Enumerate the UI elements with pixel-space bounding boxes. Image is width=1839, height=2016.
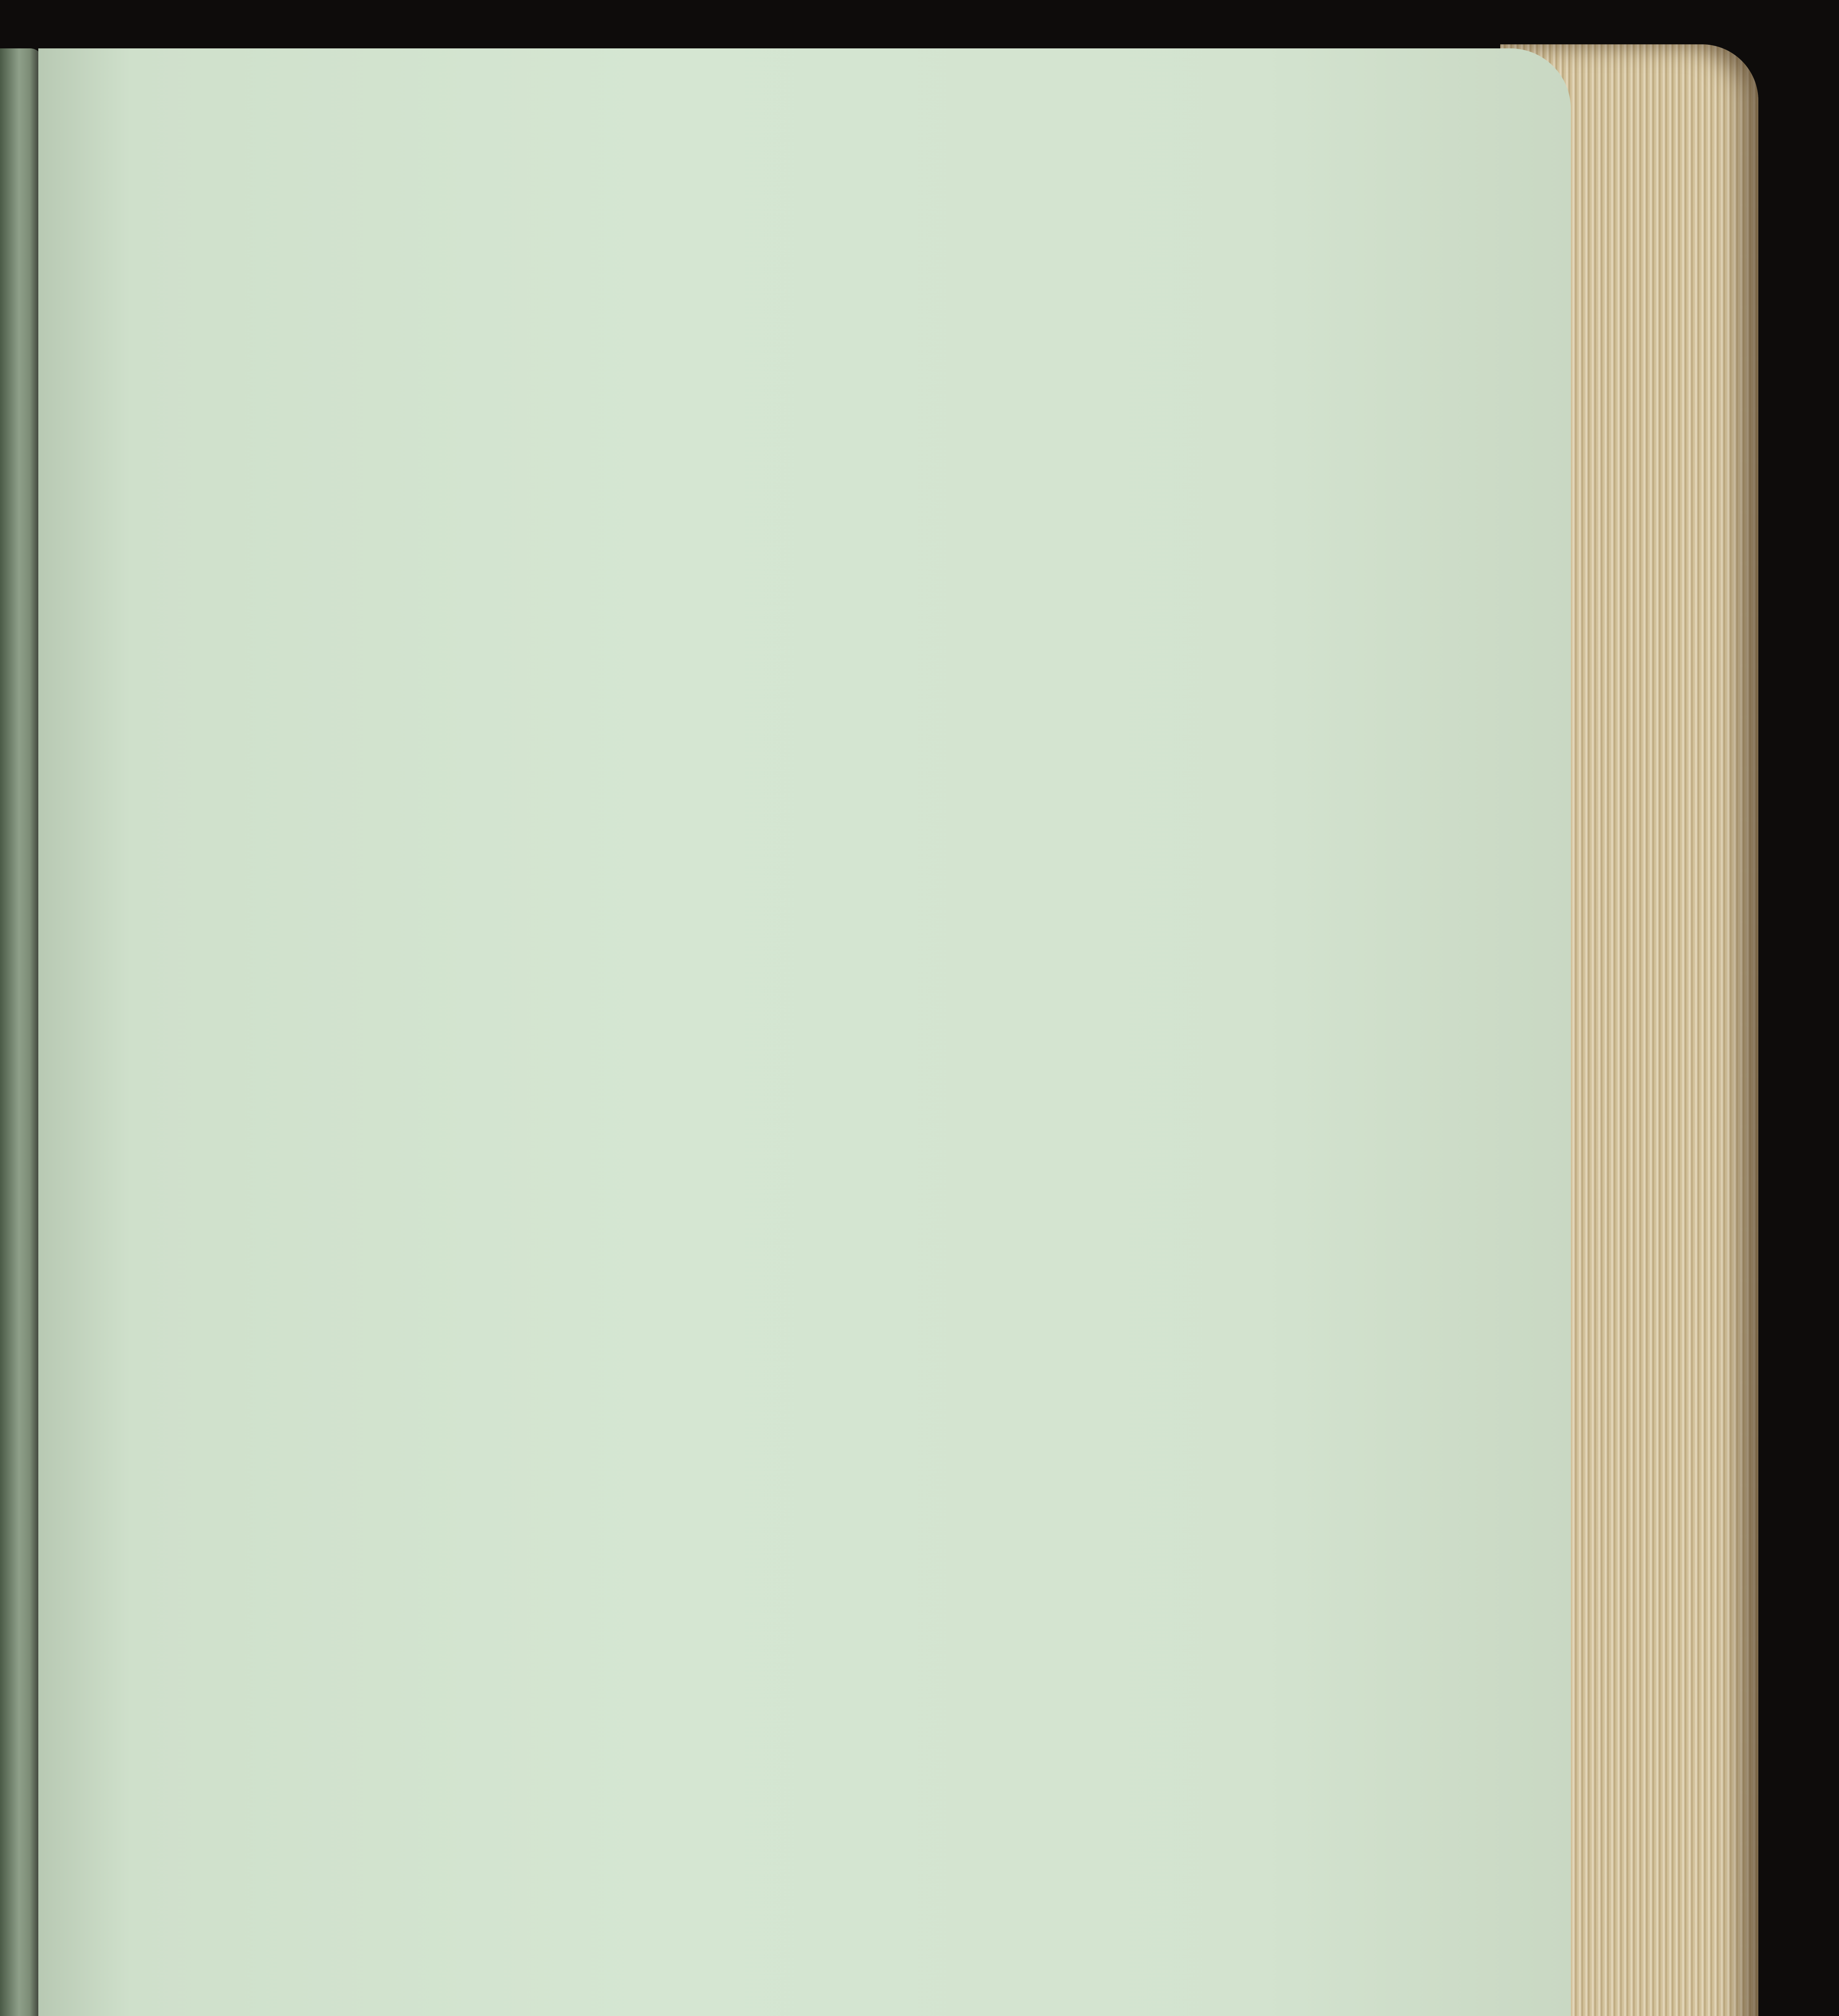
book-page xyxy=(38,48,1571,2016)
page-content xyxy=(83,101,1510,2016)
left-page-edge xyxy=(0,48,42,2016)
page-body xyxy=(83,165,1510,231)
running-head xyxy=(83,101,1510,161)
route-subheading xyxy=(83,194,1510,231)
